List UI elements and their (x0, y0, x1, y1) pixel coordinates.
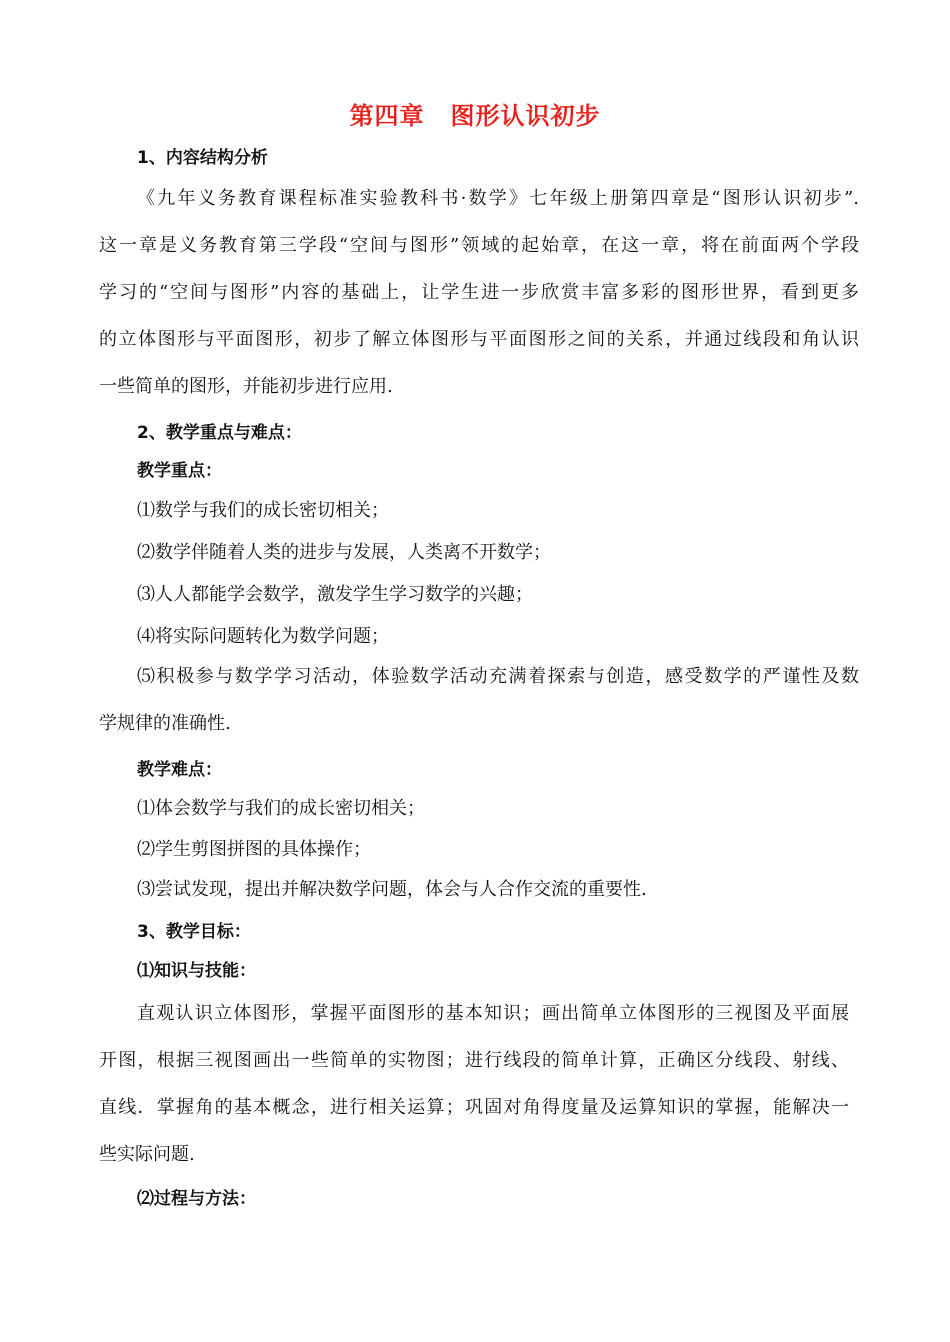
list-item: ⑵数学伴随着人类的进步与发展，人类离不开数学； (137, 542, 551, 563)
chapter-title (0, 98, 950, 134)
paragraph-line: 一些简单的图形，并能初步进行应用. (99, 376, 393, 397)
section-heading: 1、内容结构分析 (137, 148, 268, 168)
paragraph-line: 学习的“空间与图形”内容的基础上，让学生进一步欣赏丰富多彩的图形世界，看到更多 (99, 282, 859, 303)
paragraph-line: 开图，根据三视图画出一些简单的实物图；进行线段的简单计算，正确区分线段、射线、 (99, 1050, 849, 1071)
paragraph-line: 些实际问题. (99, 1144, 195, 1165)
paragraph-line: 的立体图形与平面图形，初步了解立体图形与平面图形之间的关系，并通过线段和角认识 (99, 329, 859, 350)
list-item: ⑷将实际问题转化为数学问题； (137, 626, 389, 647)
subsection-heading: ⑵过程与方法： (137, 1189, 256, 1209)
subsection-heading: 教学难点： (137, 760, 222, 780)
paragraph-line: 《九年义务教育课程标准实验教科书·数学》七年级上册第四章是“图形认识初步”. (137, 188, 859, 209)
list-item: ⑵学生剪图拼图的具体操作； (137, 839, 371, 860)
list-item: ⑶人人都能学会数学，激发学生学习数学的兴趣； (137, 584, 533, 605)
subsection-heading: ⑴知识与技能： (137, 961, 256, 981)
section-heading: 3、教学目标： (137, 922, 251, 942)
paragraph-line: 直观认识立体图形，掌握平面图形的基本知识；画出简单立体图形的三视图及平面展 (137, 1003, 849, 1024)
subsection-heading: 教学重点： (137, 461, 222, 481)
list-item-continuation: 学规律的准确性. (99, 713, 231, 734)
list-item: ⑶尝试发现，提出并解决数学问题，体会与人合作交流的重要性. (137, 879, 647, 900)
chapter-name: 图形认识初步 (450, 102, 601, 130)
paragraph-line: 这一章是义务教育第三学段“空间与图形”领域的起始章，在这一章，将在前面两个学段 (99, 235, 859, 256)
list-item: ⑴体会数学与我们的成长密切相关； (137, 798, 425, 819)
paragraph-line: 直线．掌握角的基本概念，进行相关运算；巩固对角得度量及运算知识的掌握，能解决一 (99, 1097, 849, 1118)
list-item: ⑸积极参与数学学习活动，体验数学活动充满着探索与创造，感受数学的严谨性及数 (137, 666, 859, 687)
chapter-number: 第四章 (349, 102, 425, 130)
list-item: ⑴数学与我们的成长密切相关； (137, 500, 389, 521)
section-heading: 2、教学重点与难点： (137, 423, 302, 443)
